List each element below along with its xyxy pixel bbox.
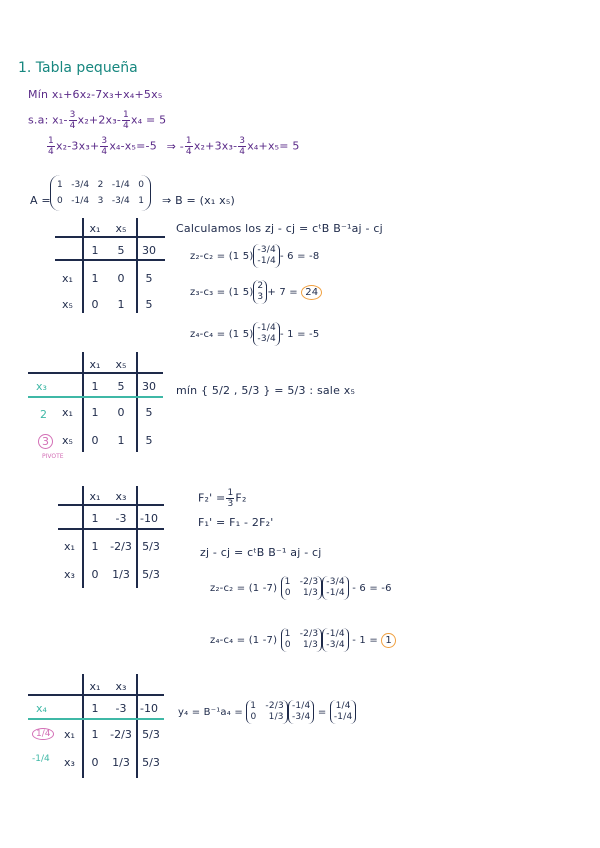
table-2-top-1: 1 [91,380,99,393]
constraint-2 [46,136,300,157]
table-3-top-2: -3 [115,512,127,525]
calc-z4-second-vector: -1/4 -3/4 [322,628,349,652]
table-1-r2-c3: 5 [145,298,153,311]
table-1-row-2-label: x₅ [62,298,73,311]
constraint-1-mid: x₂+2x₃- [77,113,122,127]
table-2-r1-c1: 1 [91,406,99,419]
row-op-f2-frac: $\frac{1}{3}$ [227,488,234,509]
table-3-row-2-label: x₃ [64,568,75,581]
calc-z2-second: z₂-c₂ = (1 -7) 1 -2/3 0 1/3 -3/4 -1/4 - 6 = -6 [210,577,392,598]
y4-matrix: 1 -2/3 0 1/3 [246,700,288,724]
calc-z4: z₄-c₄ = (1 5) -1/4 -3/4 - 1 = -5 [190,323,320,344]
y4-calc: y₄ = B⁻¹a₄ = 1 -2/3 0 1/3 -1/4 -3/4 = 1/4 -1/4 [178,700,356,724]
constraint-2-mid: x₂-3x₃+ [55,139,100,153]
min-ratio-text: mín { 5/2 , 5/3 } = 5/3 : sale x₅ [176,384,356,397]
table-4-ratio-2: -1/4 [32,754,50,764]
table-4-entering-var: x₄ [36,702,47,715]
calc-z2-second-matrix: 1 -2/3 0 1/3 [281,576,323,600]
table-2-r2-c1: 0 [91,434,99,447]
constraint-2-arrow: ⇒ - [166,139,184,153]
table-4-top-1: 1 [91,702,99,715]
table-2-r2-c3: 5 [145,434,153,447]
table-2-col-2: x₅ [115,358,127,371]
objective-function: Mín x₁+6x₂-7x₃+x₄+5x₅ [28,88,163,101]
basis-result: ⇒ B = (x₁ x₅) [162,194,235,207]
row-op-f1: F₁' = F₁ - 2F₂' [198,516,274,529]
calc-z4-second: z₄-c₄ = (1 -7) 1 -2/3 0 1/3 -1/4 -3/4 - 1 = 1 [210,628,396,652]
table-2-ratio-1: 2 [40,408,47,421]
constraint-1-frac2: $\frac{1}{4}$ [123,110,129,131]
table-2-row-1-label: x₁ [62,406,73,419]
calc-z4-second-matrix: 1 -2/3 0 1/3 [281,628,323,652]
table-1-r2-c1: 0 [91,298,99,311]
table-3-col-1: x₁ [89,490,101,503]
table-3-r2-c2: 1/3 [112,568,130,581]
table-2-row-2-label: x₅ [62,434,73,447]
table-4-row-2-label: x₃ [64,756,75,769]
table-3-row-1-label: x₁ [64,540,75,553]
matrix-a [50,175,151,211]
table-1-row-1-label: x₁ [62,272,73,285]
table-4-col-1: x₁ [89,680,101,693]
table-3-col-2: x₃ [115,490,127,503]
z-formula: zj - cj = cᵗB B⁻¹ aj - cj [200,546,322,559]
constraint-2-frac4: $\frac{3}{4}$ [239,136,246,157]
table-4-top-3: -10 [140,702,158,715]
y4-result: 1/4 -1/4 [330,700,357,724]
calc-z4-second-circled-value: 1 [381,633,396,648]
table-2-entering-var: x₃ [36,380,47,393]
table-1-r2-c2: 1 [117,298,125,311]
matrix-a-row-2: 0 -1/4 3 -3/4 1 [57,196,144,206]
table-4-r1-c1: 1 [91,728,99,741]
calc-z4-vector: -1/4 -3/4 [253,322,280,346]
row-op-f2: F₂' = $\frac{1}{3}$ F₂ [198,488,247,509]
table-1-top-3: 30 [142,244,156,257]
matrix-a-label: A = [30,194,51,207]
table-2-r1-c2: 0 [117,406,125,419]
calc-z2-vector: -3/4 -1/4 [253,244,280,268]
table-3-top-1: 1 [91,512,99,525]
constraint-1-tail: x₄ = 5 [130,113,167,127]
table-1-top-2: 5 [117,244,125,257]
table-4-row-1-label: x₁ [64,728,75,741]
table-1-top-1: 1 [91,244,99,257]
table-4-col-2: x₃ [115,680,127,693]
table-4-r1-c2: -2/3 [110,728,132,741]
table-3-r1-c2: -2/3 [110,540,132,553]
table-4-r2-c3: 5/3 [142,756,160,769]
table-4-top-2: -3 [115,702,127,715]
table-3-r2-c1: 0 [91,568,99,581]
table-4-r1-c3: 5/3 [142,728,160,741]
table-2-r2-c2: 1 [117,434,125,447]
section-title: 1. Tabla pequeña [18,60,138,76]
calc-intro: Calculamos los zj - cj = cᵗB B⁻¹aj - cj [176,222,383,235]
constraint-1-lead: s.a: x₁- [28,113,68,127]
calc-z3: z₃-c₃ = (1 5) 2 3 + 7 = 24 [190,280,322,304]
constraint-2-tail: x₄+x₅= 5 [247,139,300,153]
constraint-1-frac1: $\frac{3}{4}$ [69,110,76,131]
calc-z3-vector: 2 3 [253,280,267,304]
table-4-r2-c1: 0 [91,756,99,769]
table-2-r1-c3: 5 [145,406,153,419]
calc-z2-second-vector: -3/4 -1/4 [322,576,349,600]
calc-z2: z₂-c₂ = (1 5) -3/4 -1/4 - 6 = -8 [190,245,320,266]
table-4-ratio-1-circled: 1/4 [32,728,54,740]
table-1-col-2: x₅ [115,222,127,235]
constraint-1 [28,110,166,131]
table-3-r1-c3: 5/3 [142,540,160,553]
constraint-2-mid3: x₂+3x₃- [193,139,238,153]
table-2-top-2: 5 [117,380,125,393]
constraint-2-frac2: $\frac{3}{4}$ [101,136,108,157]
table-2-ratio-2-circled: 3 [38,434,53,449]
constraint-2-frac1: $\frac{1}{4}$ [48,136,54,157]
calc-z3-circled-value: 24 [301,285,322,300]
table-3-r2-c3: 5/3 [142,568,160,581]
table-2-top-3: 30 [142,380,156,393]
table-1-r1-c3: 5 [145,272,153,285]
table-3-top-3: -10 [140,512,158,525]
table-2-col-1: x₁ [89,358,101,371]
table-3-r1-c1: 1 [91,540,99,553]
constraint-2-frac3: $\frac{1}{4}$ [185,136,192,157]
matrix-a-row-1: 1 -3/4 2 -1/4 0 [57,180,144,190]
constraint-2-mid2: x₄-x₅=-5 [109,139,157,153]
table-1-r1-c1: 1 [91,272,99,285]
table-4-r2-c2: 1/3 [112,756,130,769]
table-1-r1-c2: 0 [117,272,125,285]
y4-vector: -1/4 -3/4 [288,700,315,724]
table-1-col-1: x₁ [89,222,101,235]
pivot-label: PIVOTE [42,453,64,460]
